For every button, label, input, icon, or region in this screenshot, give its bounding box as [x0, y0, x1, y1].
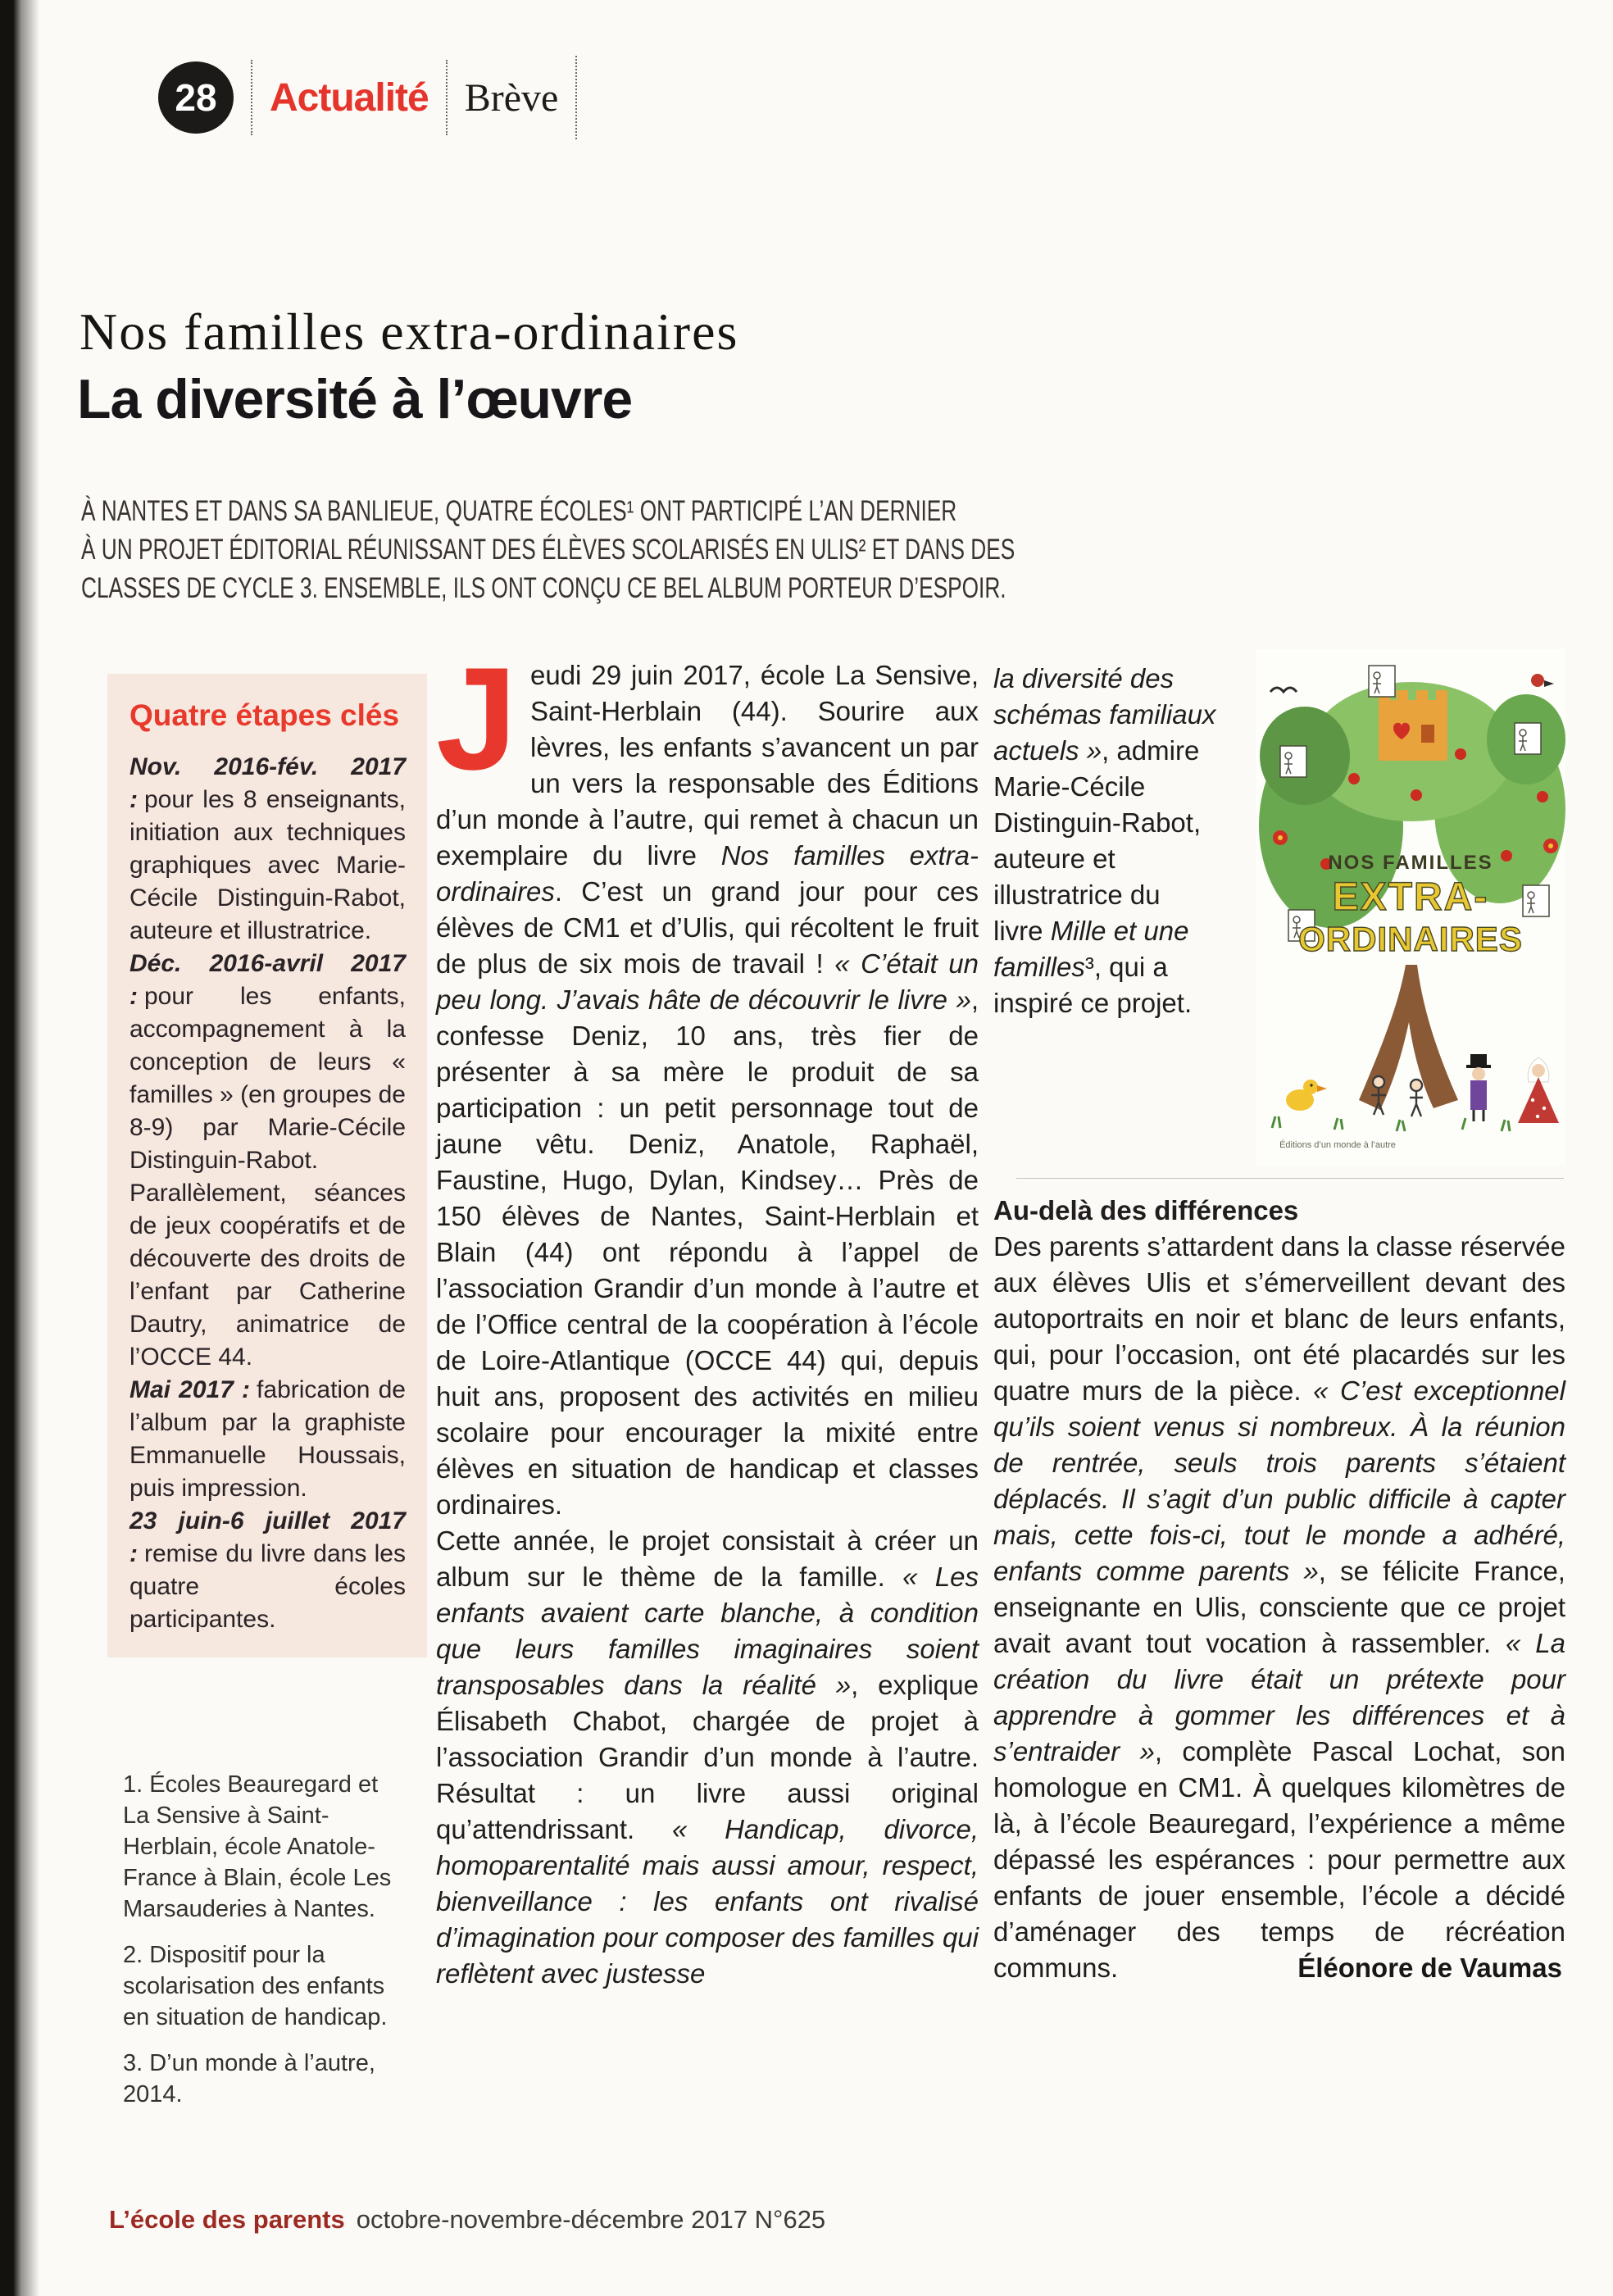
page-number-badge: [158, 61, 234, 134]
key-steps-box: [107, 674, 427, 1657]
key-step-entry: [129, 1374, 406, 1505]
page-footer: [109, 2205, 825, 2235]
header-divider: [251, 60, 252, 135]
paragraph-text: eudi 29 juin 2017, école La Sensive, Saint-Herblain (44). Sourire aux lèvres, les enfants s’avancent un par un vers la responsable des Éditions d’un monde à l’autre, qui remet à chacun un exemplaire du livre Nos familles extra-ordinaires. C’est un grand jour pour ces élèves de CM1 et d’Ulis, qui récoltent le fruit de plus de six mois de travail ! « C’était un peu long. J’avais hâte de découvrir le livre », confesse Deniz, 10 ans, très fier de présenter à sa mère le produit de sa participation : un petit personnage tout de jaune vêtu. Deniz, Anatole, Raphaël, Faustine, Hugo, Dylan, Kindsey… Près de 150 élèves de Nantes, Saint-Herblain et Blain (44) ont répondu à l’appel de l’association Grandir d’un monde à l’autre et de l’Office central de la coopération à l’école de Loire-Atlantique (OCCE 44) qui, depuis huit ans, proposent des activités en milieu scolaire pour encourager la mixité entre élèves en situation de handicap et classes ordinaires.: [436, 660, 979, 1520]
article-standfirst: [81, 492, 1326, 607]
standfirst-line: À UN PROJET ÉDITORIAL RÉUNISSANT DES ÉLÈVES SCOLARISÉS EN ULIS² ET DANS DES: [81, 534, 1016, 566]
footnote: 3. D’un monde à l’autre, 2014.: [123, 2050, 375, 2107]
book-cover: [1256, 649, 1565, 1166]
article-paragraph: la diversité des schémas familiaux actuels », admire Marie-Cécile Distinguin-Rabot, auteure et illustratrice du livre Mille et une familles³, qui a inspiré ce projet.: [993, 663, 1216, 1018]
magazine-name: L’école des parents: [109, 2205, 345, 2234]
key-step-date: Mai 2017 :: [129, 1376, 251, 1403]
issue-info: octobre-novembre-décembre 2017 N°625: [356, 2205, 826, 2234]
key-steps-title: Quatre étapes clés: [129, 698, 400, 732]
key-step-date: Déc. 2016-avril 2017 :: [129, 950, 406, 1010]
key-step-entry: [129, 751, 406, 948]
book-cover-illustration: [1256, 649, 1565, 1166]
article-paragraph: Des parents s’attardent dans la classe réservée aux élèves Ulis et s’émerveillent devant des autoportraits en noir et blanc de leurs enfants, qui, pour l’occasion, ont été placardés sur les quatre murs de la pièce. « C’est exceptionnel qu’ils soient venus si nombreux. À la réunion de rentrée, seuls trois parents s’étaient déplacés. Il s’agit d’un public difficile à capter mais, cette fois-ci, tout le monde a adhéré, enfants comme parents », se félicite France, enseignante en Ulis, consciente que ce projet avait avant tout vocation à rassembler. « La création du livre était un prétexte pour apprendre à gommer les différences et à s’entraider », complète Pascal Lochat, son homologue en CM1. À quelques kilomètres de là, à l’école Beauregard, l’expérience a même dépassé les espérances : pour permettre aux enfants de jouer ensemble, l’école a décidé d’aménager des temps de récréation communs.: [993, 1231, 1566, 1983]
header-divider: [575, 56, 577, 139]
cover-publisher: Éditions d’un monde à l’autre: [1279, 1140, 1396, 1150]
article-column-narrow: [993, 661, 1216, 1021]
subsection-label: Brève: [464, 75, 559, 120]
key-step-text: pour les 8 enseignants, initiation aux techniques graphiques avec Marie-Cécile Distinguin-Rabot, auteure et illustratrice.: [129, 786, 406, 944]
cover-title-mid: EXTRA-: [1332, 875, 1489, 919]
article-column-main: [436, 637, 979, 1992]
key-step-text: pour les enfants, accompagnement à la conception de leurs « familles » (en groupes de 8-9) par Marie-Cécile Distinguin-Rabot. Parallèlement, séances de jeux coopératifs et de découverte des droits de l’enfant par Catherine Dautry, animatrice de l’OCCE 44.: [129, 983, 406, 1371]
scan-shadow-edge: [0, 0, 39, 2296]
page-number: 28: [175, 76, 217, 119]
castle-shape: [1379, 690, 1447, 761]
key-step-entry: [129, 948, 406, 1374]
header-divider: [446, 60, 448, 135]
key-step-text: fabrication de l’album par la graphiste Emmanuelle Houssais, puis impression.: [129, 1376, 406, 1502]
page-header: [158, 59, 594, 136]
article-paragraph: [436, 637, 979, 1523]
footnote: 2. Dispositif pour la scolarisation des enfants en situation de handicap.: [123, 1942, 388, 2030]
article-column-right: [993, 1193, 1565, 1992]
key-step-date: 23 juin-6 juillet 2017 :: [129, 1507, 406, 1567]
article-subhead: Au-delà des différences: [993, 1195, 1299, 1225]
section-label: Actualité: [270, 75, 429, 120]
key-step-text: remise du livre dans les quatre écoles participantes.: [129, 1540, 406, 1633]
cover-title-top: NOS FAMILLES: [1328, 852, 1493, 874]
author-signature: Éléonore de Vaumas: [1297, 1953, 1562, 1983]
footnotes: [123, 1769, 402, 2125]
footnote: 1. Écoles Beauregard et La Sensive à Saint-Herblain, école Anatole-France à Blain, école Les Marsauderies à Nantes.: [123, 1771, 392, 1922]
key-step-date: Nov. 2016-fév. 2017 :: [129, 753, 406, 813]
standfirst-line: CLASSES DE CYCLE 3. ENSEMBLE, ILS ONT CONÇU CE BEL ALBUM PORTEUR D’ESPOIR.: [81, 572, 1006, 604]
column-rule: [1016, 1178, 1564, 1179]
article-kicker: Nos familles extra-ordinaires: [80, 302, 739, 361]
key-step-entry: [129, 1505, 406, 1636]
standfirst-line: À NANTES ET DANS SA BANLIEUE, QUATRE ÉCOLES¹ ONT PARTICIPÉ L’AN DERNIER: [81, 495, 957, 527]
article-paragraph: Cette année, le projet consistait à créer un album sur le thème de la famille. « Les enfants avaient carte blanche, à condition que leurs familles imaginaires soient transposables dans la réalité », explique Élisabeth Chabot, chargée de projet à l’association Grandir d’un monde à l’autre. Résultat : un livre aussi original qu’attendrissant. « Handicap, divorce, homoparentalité mais aussi amour, respect, bienveillance : les enfants ont rivalisé d’imagination pour composer des familles qui reflètent avec justesse: [436, 1525, 979, 1989]
drop-cap: J: [436, 637, 517, 800]
cover-title-bottom: ORDINAIRES: [1298, 920, 1523, 958]
article-title: La diversité à l’œuvre: [77, 368, 633, 430]
